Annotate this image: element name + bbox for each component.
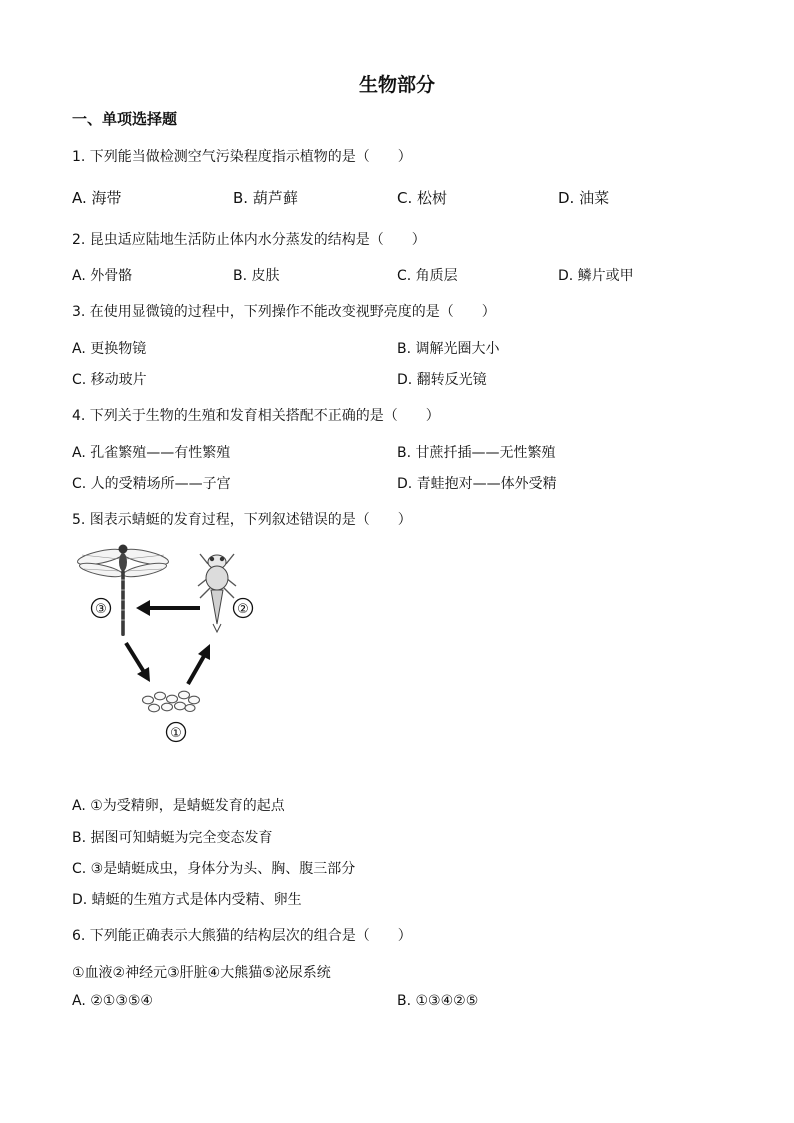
question-1-option-a: A. 海带 [72,189,122,207]
arrow-eggs-to-nymph-icon [188,644,210,684]
question-2-stem: 2. 昆虫适应陆地生活防止体内水分蒸发的结构是（ ） [72,232,426,248]
question-1-option-c: C. 松树 [397,189,448,207]
question-1-option-d: D. 油菜 [558,189,610,207]
dragonfly-nymph-icon [198,554,236,632]
question-6-option-b: B. ①③④②⑤ [397,993,479,1009]
question-5-option-b: B. 据图可知蜻蜓为完全变态发育 [72,830,273,846]
section-heading: 一、单项选择题 [72,110,178,128]
question-4-stem: 4. 下列关于生物的生殖和发育相关搭配不正确的是（ ） [72,408,440,424]
question-3-option-d: D. 翻转反光镜 [397,372,487,388]
question-5-option-a: A. ①为受精卵，是蜻蜓发育的起点 [72,798,285,814]
question-2-option-b: B. 皮肤 [233,268,280,284]
figure-label-3: ③ [95,602,107,617]
question-4-option-d: D. 青蛙抱对——体外受精 [397,476,557,492]
question-4-option-c: C. 人的受精场所——子宫 [72,476,231,492]
eggs-icon [143,691,200,712]
question-3-option-a: A. 更换物镜 [72,341,147,357]
question-2-option-c: C. 角质层 [397,268,458,284]
adult-dragonfly-icon [76,545,169,637]
question-6-option-a: A. ②①③⑤④ [72,993,153,1009]
page-title: 生物部分 [358,74,435,96]
question-6-items: ①血液②神经元③肝脏④大熊猫⑤泌尿系统 [72,965,331,981]
question-2-option-d: D. 鳞片或甲 [558,268,634,284]
question-1-option-b: B. 葫芦藓 [233,189,298,207]
question-3-option-c: C. 移动玻片 [72,372,147,388]
question-5-option-d: D. 蜻蜓的生殖方式是体内受精、卵生 [72,892,302,908]
question-4-option-b: B. 甘蔗扦插——无性繁殖 [397,445,556,461]
arrow-adult-to-eggs-icon [126,643,150,682]
question-5-option-c: C. ③是蜻蜓成虫，身体分为头、胸、腹三部分 [72,861,356,877]
arrow-nymph-to-adult-icon [136,600,200,616]
question-6-stem: 6. 下列能正确表示大熊猫的结构层次的组合是（ ） [72,928,412,944]
question-4-option-a: A. 孔雀繁殖——有性繁殖 [72,445,231,461]
figure-label-1: ① [170,726,182,741]
question-2-option-a: A. 外骨骼 [72,268,133,284]
question-3-option-b: B. 调解光圈大小 [397,341,500,357]
question-3-stem: 3. 在使用显微镜的过程中，下列操作不能改变视野亮度的是（ ） [72,304,496,320]
question-5-stem: 5. 图表示蜻蜓的发育过程，下列叙述错误的是（ ） [72,512,412,528]
question-1-stem: 1. 下列能当做检测空气污染程度指示植物的是（ ） [72,149,412,165]
figure-label-2: ② [237,602,249,617]
dragonfly-life-cycle-figure [72,540,272,750]
